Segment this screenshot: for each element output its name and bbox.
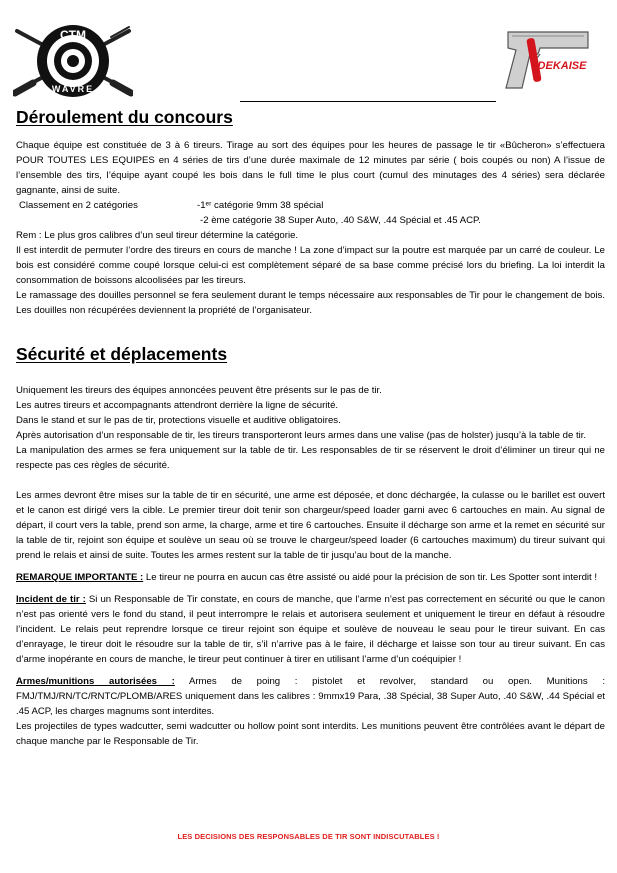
footer-notice: LES DECISIONS DES RESPONSABLES DE TIR SONT INDISCUTABLES ! [177,832,440,841]
paragraph-remarque [16,570,605,585]
category-1: -1ᵉʳ catégorie 9mm 38 spécial [197,200,324,211]
section-title-deroulement: Déroulement du concours [16,107,233,127]
categories-label: Classement en 2 catégories [19,200,138,211]
ctm-wavre-logo [13,17,133,99]
rule-line-5: La manipulation des armes se fera uniquement sur la table de tir. Les responsables de tir se réservent le droit d’éliminer un tireur qui ne respecte pas ces règles de sécurité. [16,445,605,471]
paragraph-remarque-calibre: Rem : Le plus gros calibres d’un seul tireur détermine la catégorie. [16,230,299,241]
header-rule [240,101,496,102]
categories-row [16,198,605,213]
munitions-text: Armes de poing : pistolet et revolver, standard ou open. Munitions : FMJ/TMJ/RN/TC/RNTC/PLOMB/ARES uniquement dans les calibres : 9mmx19 Para, .38 Spécial, 38 Super Auto, .40 S&W, .44 Spécial et .45 ACP, les charges magnums sont interdites. [16,676,605,717]
paragraph-equipes: Chaque équipe est constituée de 3 à 6 tireurs. Tirage au sort des équipes pour les heures de passage le tir «Bûcheron» s’effectuera POUR TOUTES LES EQUIPES en 4 séries de tirs d’une durée maximale de 12 minutes par série ( bois coupés ou non) A l’issue de l’ensemble des tirs, l’équipe ayant coupé les bois dans le full time le plus court (cumul des minutages des 4 séries) sera déclarée gagnante, ainsi de suite. [16,140,605,196]
incident-text: Si un Responsable de Tir constate, en cours de manche, que l’arme n’est pas correctement en sécurité ou que le canon n’est pas orienté vers le fond du stand, il peut interrompre le relais et autorisera seulement et uniquement le tireur en défaut à résoudre l’incident. Le relais peut reprendre lorsque ce tireur rejoint son équipe et soulève de nouveau le seau pour le tireur suivant. En cas d’enrayage, le tireur doit le résoudre sur la table de tir, s’il n’arrive pas à le faire, il décharge et laisse son tour au tireur suivant. En cas d’arme inopérante en cours de manche, le tireur peut continuer à tirer en utilisant l’arme d’un coéquipier ! [16,594,605,665]
remarque-text: Le tireur ne pourra en aucun cas être assisté ou aidé pour la précision de son tir. Les Spotter sont interdit ! [143,572,598,583]
rule-line-1: Uniquement les tireurs des équipes annoncées peuvent être présents sur le pas de tir. [16,385,382,396]
section-deroulement-body [16,138,605,318]
logo-wavre-text: WAVRE [51,84,95,94]
section-title-securite: Sécurité et déplacements [16,344,228,364]
paragraph-douilles: Le ramassage des douilles personnel se fera seulement durant le temps nécessaire aux responsables de Tir pour le changement de bois. Les douilles non récupérées deviennent la propriété de l’organisateur. [16,290,605,316]
paragraph-projectiles: Les projectiles de types wadcutter, semi wadcutter ou hollow point sont interdits. Les munitions peuvent être contrôlées avant le départ de chaque manche par le Responsable de Tir. [16,721,605,747]
paragraph-munitions [16,674,605,719]
logo-ctm-text: CTM [60,28,86,42]
paragraph-permutation: Il est interdit de permuter l’ordre des tireurs en cours de manche ! La zone d’impact sur la poutre est marquée par un carré de couleur. Le bois est considéré comme coupé lorsque celui-ci est complètement séparé de sa base comme précisé lors du briefing. La loi interdit la consommation de boissons alcoolisées par les tireurs. [16,245,605,286]
remarque-label: REMARQUE IMPORTANTE : [16,572,144,583]
paragraph-armes: Les armes devront être mises sur la table de tir en sécurité, une arme est déposée, et donc déchargée, la culasse ou le barillet est ouvert et le canon est dirigé vers la cible. Le premier tireur doit tenir son chargeur/speed loader garni avec 6 cartouches en main. Au signal de départ, il court vers la table, prend son arme, la charge, arme et tire 6 cartouches. Ensuite il décharge son arme et la remet en sécurité sur la table de tir, rejoint son équipe et soulève un seau où se trouve le chargeur/speed loader (6 cartouches maximum) du tireur suivant qui prend le relais et ainsi de suite. Toutes les armes restent sur la table de tir jusqu’au bout de la manche. [16,490,605,561]
category-2: -2 ème catégorie 38 Super Auto, .40 S&W, .44 Spécial et .45 ACP. [200,215,481,226]
paragraph-incident [16,592,605,667]
rule-line-3: Dans le stand et sur le pas de tir, protections visuelle et auditive obligatoires. [16,415,341,426]
rule-line-2: Les autres tireurs et accompagnants attendront derrière la ligne de sécurité. [16,400,339,411]
section-securite-body [16,383,605,749]
munitions-label: Armes/munitions autorisées : [16,676,175,687]
logo-dekaise-text: DEKAISE [537,60,587,72]
dekaise-logo [500,24,596,96]
incident-label: Incident de tir : [16,594,86,605]
rule-line-4: Après autorisation d’un responsable de tir, les tireurs transporteront leurs armes dans une valise (pas de holster) jusqu’à la table de tir. [16,430,587,441]
